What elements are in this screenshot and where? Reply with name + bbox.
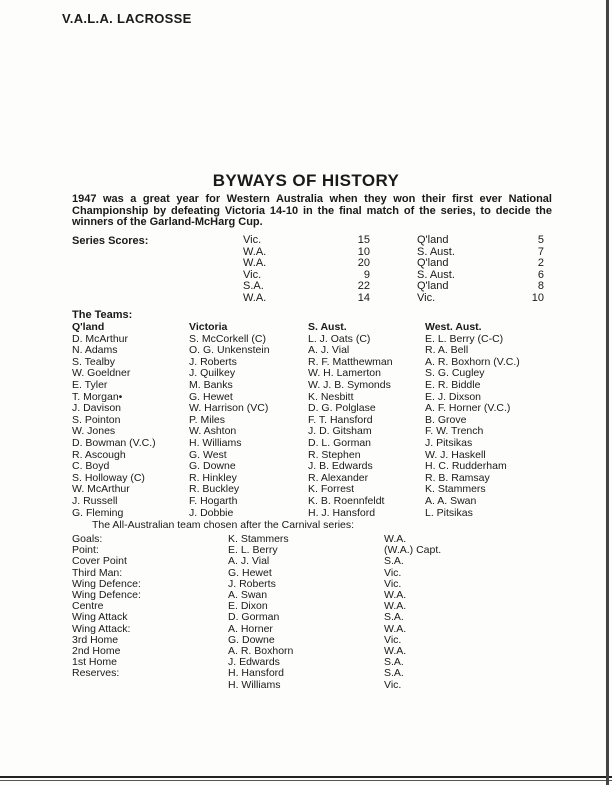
player-name: E. L. Berry: [228, 544, 278, 557]
player-name: G. Downe: [228, 633, 275, 646]
player-name: F. W. Trench: [425, 425, 484, 438]
series-score: 10: [357, 245, 370, 258]
team-column: [425, 322, 520, 519]
series-row: [0, 270, 612, 281]
position: Wing Attack:: [72, 622, 131, 635]
page-header: V.A.L.A. LACROSSE: [62, 11, 192, 26]
player-name: K. Forrest: [308, 483, 355, 496]
footer-rule-thin: [0, 780, 612, 781]
position: 3rd Home: [72, 633, 119, 646]
player-name: W. J. Haskell: [425, 448, 486, 461]
state: S.A.: [384, 611, 404, 624]
state: S.A.: [384, 667, 404, 680]
state: W.A.: [384, 645, 407, 657]
player-name: W. Jones: [72, 425, 116, 438]
team-column: [308, 322, 393, 519]
position: Wing Defence:: [72, 577, 141, 590]
position: Wing Defence:: [72, 589, 141, 601]
series-opponent: S. Aust.: [417, 268, 455, 281]
series-opponent: S. Aust.: [417, 245, 455, 258]
player-name: W. McArthur: [72, 483, 130, 496]
player-name: E. R. Biddle: [425, 378, 481, 391]
series-score: 22: [357, 280, 370, 292]
team-name: S. Aust.: [308, 321, 347, 333]
all-australian-row: [0, 668, 612, 679]
state: W.A.: [384, 533, 407, 545]
player-name: D. Bowman (V.C.): [72, 436, 156, 449]
player-name: R. Stephen: [308, 448, 361, 461]
series-team: Vic.: [243, 268, 262, 281]
all-australian-row: [0, 556, 612, 567]
player-name: D. McArthur: [72, 332, 129, 345]
series-opponent-score: 8: [537, 280, 544, 292]
player-name: A. J. Vial: [228, 555, 270, 568]
series-team: S.A.: [243, 280, 264, 292]
player-name: J. Davison: [72, 402, 122, 415]
series-opponent-score: 5: [537, 234, 544, 246]
player-name: S. G. Cugley: [425, 367, 485, 380]
position: Third Man:: [72, 566, 123, 579]
player-name: W. H. Lamerton: [308, 367, 381, 380]
player-name: A. R. Boxhorn: [228, 645, 294, 657]
player-name: R. Hinkley: [189, 471, 237, 484]
player-name: J. Russell: [72, 494, 118, 507]
player-name: J. B. Edwards: [308, 460, 373, 473]
state: (W.A.) Capt.: [384, 544, 442, 557]
player-name: W. Harrison (VC): [189, 402, 269, 415]
player-name: H. C. Rudderham: [425, 460, 507, 473]
player-name: G. Hewet: [228, 566, 272, 579]
series-scores-label: Series Scores:: [72, 235, 149, 247]
player-name: J. Roberts: [189, 355, 237, 368]
player-name: H. Williams: [189, 436, 242, 449]
series-opponent-score: 10: [531, 291, 544, 304]
player-name: S. McCorkell (C): [189, 332, 267, 345]
player-name: B. Grove: [425, 413, 467, 426]
series-team: W.A.: [243, 245, 267, 258]
team-name: Victoria: [189, 321, 228, 333]
player-name: J. Roberts: [228, 577, 276, 590]
player-name: D. G. Polglase: [308, 402, 376, 415]
series-team: W.A.: [243, 257, 267, 269]
series-row: [0, 293, 612, 304]
player-name: E. Dixon: [228, 600, 268, 613]
player-name: L. J. Oats (C): [308, 332, 371, 345]
player-name: K. Stammers: [228, 533, 289, 545]
player-name: A. F. Horner (V.C.): [425, 402, 511, 415]
player-name: E. Tyler: [72, 378, 108, 391]
position: Goals:: [72, 533, 103, 545]
player-name: J. Dobbie: [189, 506, 234, 519]
footer-rule: [0, 776, 612, 778]
position: Point:: [72, 544, 99, 557]
player-name: R. B. Ramsay: [425, 471, 490, 484]
player-name: A. A. Swan: [425, 494, 477, 507]
state: S.A.: [384, 555, 404, 568]
player-name: R. Ascough: [72, 448, 126, 461]
series-opponent: Q'land: [417, 234, 449, 246]
series-opponent-score: 7: [537, 245, 544, 258]
position: Reserves:: [72, 667, 120, 680]
series-opponent-score: 6: [537, 268, 544, 281]
player-name: C. Boyd: [72, 460, 110, 473]
player-name: S. Tealby: [72, 355, 115, 368]
player-name: A. Swan: [228, 589, 268, 601]
series-team: Vic.: [243, 234, 262, 246]
state: S.A.: [384, 656, 404, 669]
player-name: E. L. Berry (C-C): [425, 332, 504, 345]
player-name: S. Holloway (C): [72, 471, 145, 484]
team-name: West. Aust.: [425, 321, 482, 333]
player-name: A. J. Vial: [308, 344, 350, 357]
series-opponent-score: 2: [537, 257, 544, 269]
player-name: G. West: [189, 448, 227, 461]
player-name: H. J. Hansford: [308, 506, 376, 519]
all-australian-row: [0, 568, 612, 579]
series-score: 15: [357, 234, 370, 246]
series-row: [0, 258, 612, 269]
series-opponent: Q'land: [417, 280, 449, 292]
position: Centre: [72, 600, 104, 613]
state: W.A.: [384, 600, 407, 613]
player-name: R. Alexander: [308, 471, 369, 484]
position: Wing Attack: [72, 611, 128, 624]
all-australian-intro: The All-Australian team chosen after the Carnival series:: [92, 519, 355, 531]
player-name: K. B. Roennfeldt: [308, 494, 385, 507]
team-column: [72, 322, 156, 519]
series-score: 9: [363, 268, 370, 281]
series-score: 14: [357, 291, 370, 304]
player-name: W. J. B. Symonds: [308, 378, 391, 391]
player-name: W. Goeldner: [72, 367, 131, 380]
team-column: [189, 322, 270, 519]
player-name: S. Pointon: [72, 413, 121, 426]
player-name: J. D. Gitsham: [308, 425, 372, 438]
state: Vic.: [384, 678, 402, 691]
player-name: H. Williams: [228, 678, 281, 691]
player-name: W. Ashton: [189, 425, 237, 438]
player-name: R. F. Matthewman: [308, 355, 393, 368]
series-row: [0, 235, 612, 246]
player-name: R. Buckley: [189, 483, 240, 496]
all-australian-row: [0, 624, 612, 635]
page-title: BYWAYS OF HISTORY: [212, 171, 400, 190]
player-name: K. Nesbitt: [308, 390, 354, 403]
player-name: J. Edwards: [228, 656, 280, 669]
state: W.A.: [384, 589, 407, 601]
player-name: T. Morgan•: [72, 390, 123, 403]
intro-paragraph: 1947 was a great year for Western Australia when they won their first ever National Championship by defeating Victoria 14-10 in the final match of the series, to decide the winners of the Garland-McHarg Cup.: [72, 193, 552, 228]
series-team: W.A.: [243, 291, 267, 304]
all-australian-row: [0, 612, 612, 623]
player-name: G. Downe: [189, 460, 236, 473]
position: 2nd Home: [72, 645, 121, 657]
player-name: O. G. Unkenstein: [189, 344, 270, 357]
team-name: Q'land: [72, 321, 105, 333]
all-australian-row: [0, 680, 612, 691]
player-name: F. T. Hansford: [308, 413, 373, 426]
position: 1st Home: [72, 656, 117, 669]
series-opponent: Q'land: [417, 257, 449, 269]
position: Cover Point: [72, 555, 127, 568]
player-name: J. Quilkey: [189, 367, 236, 380]
player-name: P. Miles: [189, 413, 225, 426]
state: Vic.: [384, 633, 402, 646]
state: Vic.: [384, 577, 402, 590]
player-name: A. Horner: [228, 622, 273, 635]
player-name: K. Stammers: [425, 483, 486, 496]
page-edge: [606, 0, 609, 785]
player-name: R. A. Bell: [425, 344, 469, 357]
player-name: A. R. Boxhorn (V.C.): [425, 355, 520, 368]
player-name: H. Hansford: [228, 667, 285, 680]
series-row: [0, 247, 612, 258]
state: Vic.: [384, 566, 402, 579]
state: W.A.: [384, 622, 407, 635]
teams-heading: The Teams:: [72, 309, 133, 321]
player-name: G. Fleming: [72, 506, 124, 519]
player-name: F. Hogarth: [189, 494, 238, 507]
series-row: [0, 281, 612, 292]
series-opponent: Vic.: [417, 291, 436, 304]
player-name: D. Gorman: [228, 611, 280, 624]
player-name: N. Adams: [72, 344, 118, 357]
player-name: J. Pitsikas: [425, 436, 473, 449]
player-name: E. J. Dixson: [425, 390, 482, 403]
player-name: L. Pitsikas: [425, 506, 473, 519]
player-name: G. Hewet: [189, 390, 233, 403]
player-name: M. Banks: [189, 378, 233, 391]
series-score: 20: [357, 257, 370, 269]
player-name: D. L. Gorman: [308, 436, 372, 449]
